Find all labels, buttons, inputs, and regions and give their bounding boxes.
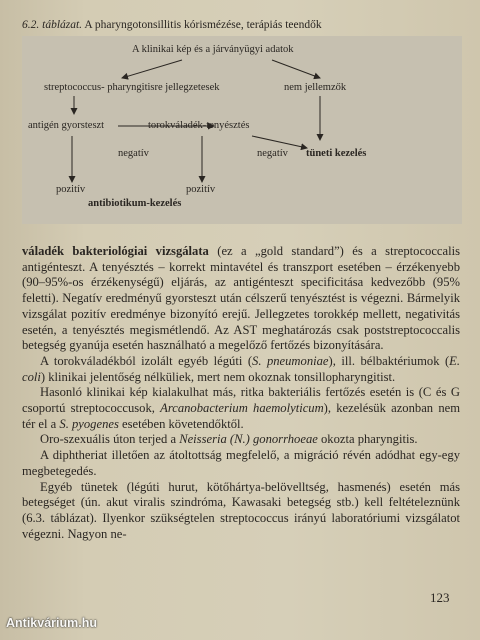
p4-b: okozta pharyngitis. bbox=[317, 432, 418, 447]
paragraph-3 bbox=[22, 385, 460, 432]
paragraph-2 bbox=[22, 354, 460, 385]
paragraph-4 bbox=[22, 432, 460, 448]
diagram-not-typical: nem jellemzők bbox=[284, 82, 347, 93]
p3-italic-1: Arcanobacterium haemolyticum bbox=[160, 401, 324, 416]
diagram-positive-2: pozitív bbox=[186, 184, 216, 195]
paragraph-1 bbox=[22, 244, 460, 354]
diagram-negative-1: negatív bbox=[118, 148, 149, 159]
diagram-throat-culture: torokváladék-tenyésztés bbox=[148, 120, 250, 131]
arrow-to-strep bbox=[122, 60, 182, 78]
diagram-symptomatic: tüneti kezelés bbox=[306, 148, 367, 159]
p3-italic-2: S. pyogenes bbox=[59, 416, 119, 431]
p3-a: Hasonló klinikai kép kialakulhat más, ritka bakteriális fertőzés esetén is (C és G csoportú streptococcusok, bbox=[22, 385, 460, 416]
p3-c: esetében követendőktől. bbox=[118, 416, 244, 431]
page-number: 123 bbox=[430, 590, 450, 605]
p2-italic-2: E. coli bbox=[22, 353, 460, 384]
diagram-top: A klinikai kép és a járványügyi adatok bbox=[132, 44, 294, 55]
paragraph-1-bold: váladék bakteriológiai vizsgálata bbox=[22, 244, 209, 258]
p2-italic-1: S. pneumoniae bbox=[252, 353, 329, 368]
diagram-antibiotic: antibiotikum-kezelés bbox=[88, 198, 182, 209]
table-caption-number: 6.2. táblázat. bbox=[22, 19, 83, 31]
table-caption bbox=[22, 18, 462, 32]
paragraph-5: A diphtheriat illetően az átoltottság megfelelő, a migráció révén adódhat egy-egy megbetegedés. bbox=[22, 448, 460, 478]
p3-b: ), kezelésük azonban nem tér el a bbox=[22, 401, 460, 431]
diagram-negative-2: negatív bbox=[257, 148, 288, 159]
watermark-logo: Antikvárium.hu bbox=[6, 616, 97, 630]
paragraph-1-text: (ez a „gold standard”) és a streptococcalis antigénteszt. A tenyésztés – korrekt mintavétel és transzport esetében – érzékenyebb (90–95%-os érzékenységű) eljárás, az antigénteszt specificitása kedvezőbb (95% feletti). Negatív eredményű gyorsteszt után célszerű tenyésztést is végezni. Bármelyik vizsgálat pozitív eredménye bizonyító erejű. Jellegzetes torokkép mellett, negativitás esetén, a tenyésztés megismétlendő. Az AST meghatározás csak poststreptococcalis betegség gyanúja esetén használható a megelőző fertőzés bizonyítására. bbox=[22, 244, 461, 353]
p2-a: A torokváladékból izolált egyéb légúti ( bbox=[40, 353, 253, 368]
diagram-positive-1: pozitív bbox=[56, 184, 86, 195]
arrow-culture-negative bbox=[252, 136, 307, 148]
diagram-rapid-test: antigén gyorsteszt bbox=[28, 120, 105, 131]
diagram-strep-typical: streptococcus- pharyngitisre jellegzetesek bbox=[44, 82, 220, 93]
table-caption-title: A pharyngotonsillitis kórismézése, terápiás teendők bbox=[84, 19, 322, 31]
flow-diagram bbox=[22, 36, 462, 224]
paragraph-6: Egyéb tünetek (légúti hurut, kötőhártya-belövelltség, hasmenés) esetén más betegséget (ún. akut viralis szindróma, Kawasaki betegség stb.) kell feltételeznünk (6.3. táblázat). Ilyenkor szükségtelen streptococcus irányú laboratóriumi vizsgálatot végezni. Nagyon ne- bbox=[22, 479, 460, 541]
p2-c: ) klinikai jelentőség nélküliek, mert nem okoznak tonsillopharyngitist. bbox=[40, 369, 396, 384]
p4-a: Oro-szexuális úton terjed a bbox=[40, 432, 180, 447]
body-text bbox=[22, 244, 460, 542]
p4-italic-1: Neisseria (N.) gonorrhoeae bbox=[179, 432, 318, 447]
arrow-to-not-typical bbox=[272, 60, 320, 78]
p2-b: ), ill. bélbaktériumok ( bbox=[328, 353, 450, 368]
